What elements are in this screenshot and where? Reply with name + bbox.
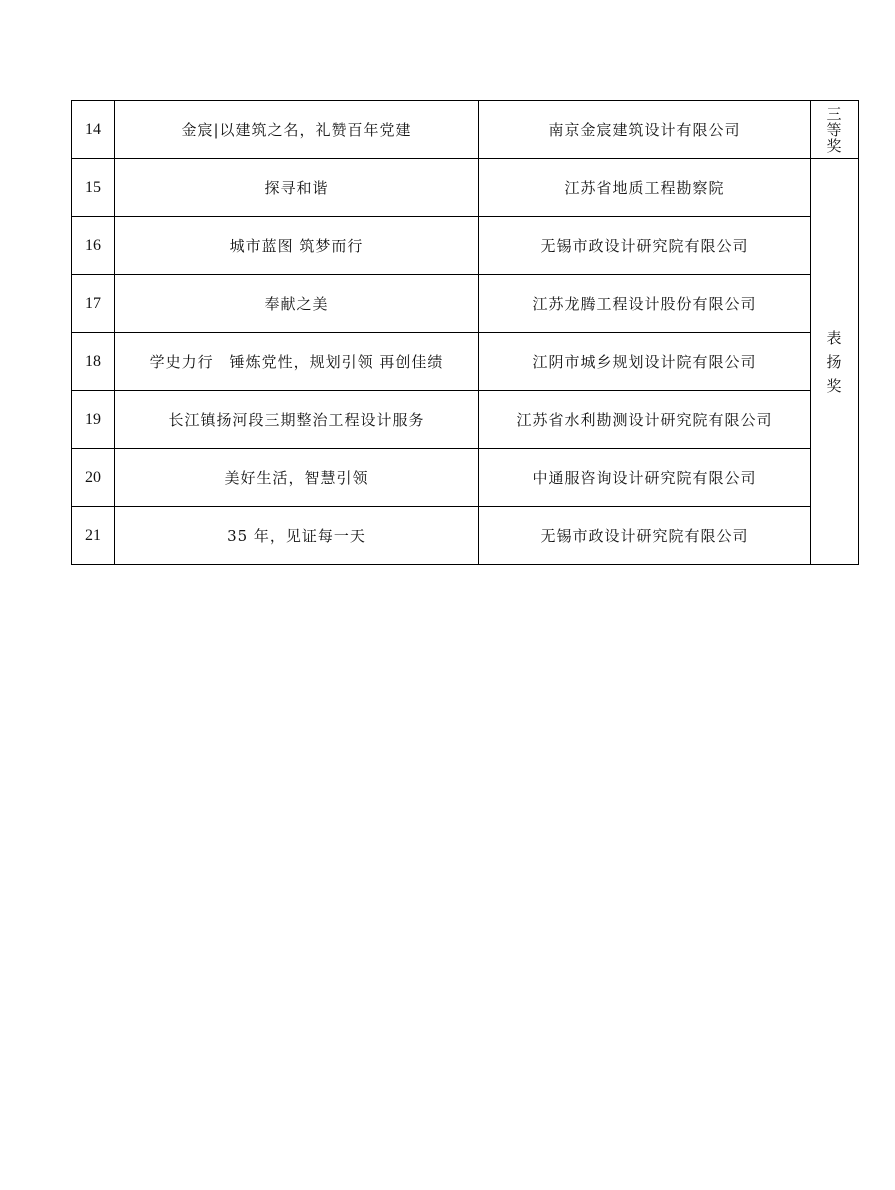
- row-number: 14: [72, 101, 115, 159]
- row-number: 19: [72, 391, 115, 449]
- work-title: 城市蓝图 筑梦而行: [115, 217, 479, 275]
- table-row: [72, 391, 859, 449]
- table-row: [72, 275, 859, 333]
- row-number: 20: [72, 449, 115, 507]
- table-row: [72, 333, 859, 391]
- award-char: 等: [826, 120, 843, 139]
- award-char: 三: [826, 104, 843, 123]
- organization: 南京金宸建筑设计有限公司: [479, 101, 811, 159]
- organization: 无锡市政设计研究院有限公司: [479, 507, 811, 565]
- row-number: 18: [72, 333, 115, 391]
- award-commendation: [811, 159, 859, 565]
- table-row: [72, 217, 859, 275]
- table-row: [72, 159, 859, 217]
- award-char: 表: [826, 328, 843, 347]
- organization: 江阴市城乡规划设计院有限公司: [479, 333, 811, 391]
- work-title: 35 年，见证每一天: [115, 507, 479, 565]
- award-third-prize: [811, 101, 859, 159]
- organization: 无锡市政设计研究院有限公司: [479, 217, 811, 275]
- organization: 江苏龙腾工程设计股份有限公司: [479, 275, 811, 333]
- organization: 中通服咨询设计研究院有限公司: [479, 449, 811, 507]
- row-number: 16: [72, 217, 115, 275]
- table-row: [72, 507, 859, 565]
- award-table: [71, 100, 859, 565]
- table-row: [72, 101, 859, 159]
- work-title: 探寻和谐: [115, 159, 479, 217]
- row-number: 15: [72, 159, 115, 217]
- organization: 江苏省水利勘测设计研究院有限公司: [479, 391, 811, 449]
- organization: 江苏省地质工程勘察院: [479, 159, 811, 217]
- work-title: 学史力行 锤炼党性，规划引领 再创佳绩: [115, 333, 479, 391]
- work-title: 美好生活，智慧引领: [115, 449, 479, 507]
- award-char: 奖: [826, 136, 843, 155]
- work-title: 金宸|以建筑之名，礼赞百年党建: [115, 101, 479, 159]
- work-title: 奉献之美: [115, 275, 479, 333]
- work-title: 长江镇扬河段三期整治工程设计服务: [115, 391, 479, 449]
- table-row: [72, 449, 859, 507]
- row-number: 21: [72, 507, 115, 565]
- row-number: 17: [72, 275, 115, 333]
- award-char: 扬: [826, 352, 843, 371]
- award-char: 奖: [826, 376, 843, 395]
